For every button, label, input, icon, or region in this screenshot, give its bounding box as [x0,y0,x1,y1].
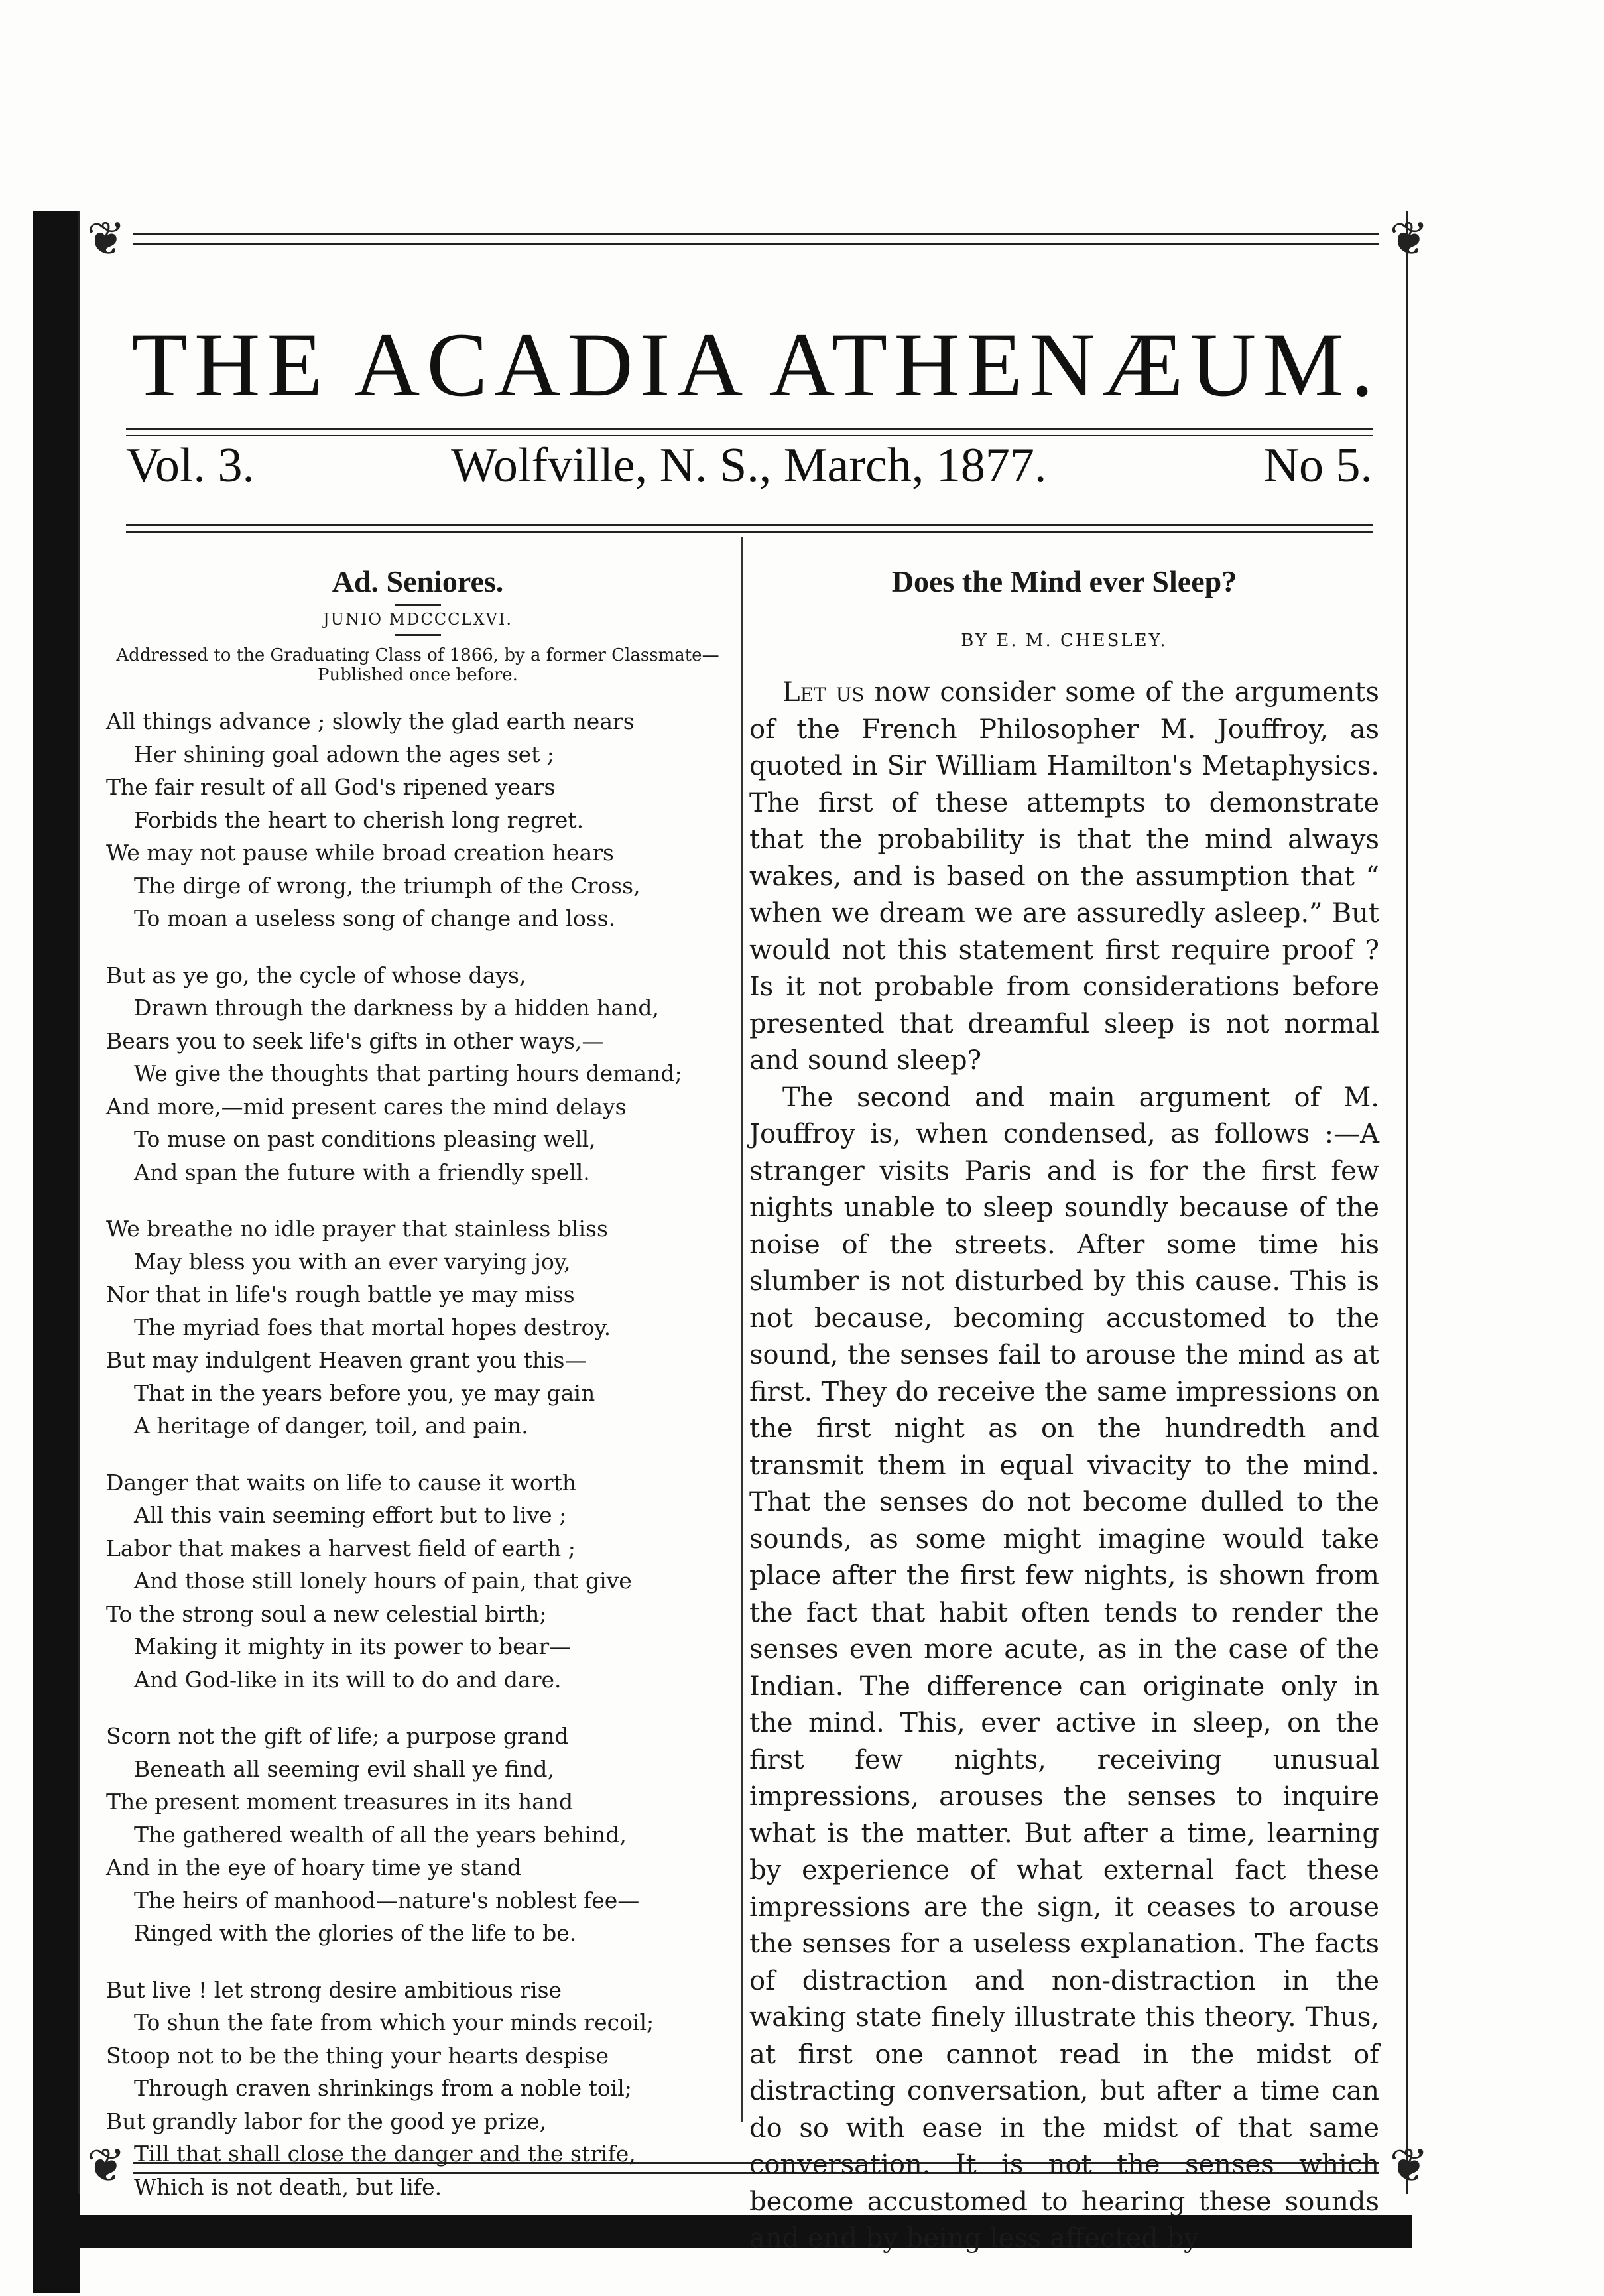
poem-stanza [106,959,729,1189]
paragraph-text: The second and main argument of M. Jouffroy is, when condensed, as follows :—A stranger visits Paris and is for the first few nights unable to sleep soundly because of the noise of the streets. After some time his slumber is not disturbed by this cause. This is not because, becoming accustomed to the sound, the senses fail to arouse the mind as at first. They do receive the same impressions on the first night as on the hundredth and transmit them in equal vivacity to the mind. That the senses do not become dulled to the sounds, as some might imagine would take place after the first few nights, is shown from the fact that habit often tends to render the senses even more acute, as in the case of the Indian. The difference can originate only in the mind. This, ever active in sleep, on the first few nights, receiving unusual impressions, arouses the senses to inquire what is the matter. But after a time, learning by experience of what external fact these impressions are the sign, it ceases to arouse the senses for a useless explanation. The facts of distraction and non-distraction in the waking state finely illustrate this theory. Thus, at first one cannot read in the midst of distracting conversation, but after a time can do so with ease in the midst of that same conversation. It is not the senses which become accustomed to hearing these sounds and end by being less affected by [749,1082,1379,2254]
scroll-ornament-icon: ❦ [1389,212,1429,266]
poem-line: We may not pause while broad creation hears [106,840,614,865]
scroll-ornament-icon: ❦ [86,212,126,266]
poem-line: Till that shall close the danger and the strife, [134,2141,636,2167]
poem-line: We breathe no idle prayer that stainless bliss [106,1216,608,1242]
title-rule [395,604,441,606]
paragraph-lead-words: Let us [782,677,865,708]
poem-line: Beneath all seeming evil shall ye find, [134,1755,554,1782]
poem-line: All things advance ; slowly the glad earth nears [106,708,635,734]
poem-line: That in the years before you, ye may gain [134,1379,595,1406]
poem-line: Forbids the heart to cherish long regret. [134,806,584,833]
article-body [749,674,1379,2258]
poem-line: To shun the fate from which your minds recoil; [134,2009,654,2035]
issue-number-label: No 5. [1263,438,1373,493]
article-paragraph [749,1080,1379,2258]
poem-line: Stoop not to be the thing your hearts despise [106,2042,609,2069]
masthead-rule [126,428,1373,436]
poem-line: But live ! let strong desire ambitious rise [106,1976,562,2003]
poem-line: Which is not death, but life. [134,2173,442,2200]
poem-dedication: JUNIO MDCCCLXVI. [322,610,513,629]
poem-line: To the strong soul a new celestial birth; [106,1600,547,1627]
poem-line: The fair result of all God's ripened years [106,774,556,800]
poem-stanzas [106,705,729,2203]
poem-line: Ringed with the glories of the life to be. [134,1920,577,1946]
article-byline: BY E. M. CHESLEY. [961,631,1168,651]
poem-line: Danger that waits on life to cause it worth [106,1469,577,1496]
poem-line: But grandly labor for the good ye prize, [106,2108,547,2134]
article-column [749,564,1379,2258]
poem-line: Scorn not the gift of life; a purpose grand [106,1723,569,1749]
poem-note: Addressed to the Graduating Class of 1866, by a former Classmate—Published once before. [116,645,719,685]
poem-stanza [106,1974,729,2204]
poem-line: And in the eye of hoary time ye stand [106,1854,522,1880]
poem-line: And God-like in its will to do and dare. [134,1666,562,1692]
article-title: Does the Mind ever Sleep? [891,564,1237,598]
poem-line: To moan a useless song of change and loss. [134,905,616,931]
masthead-title: THE ACADIA ATHENÆUM. [131,314,1381,415]
poem-title: Ad. Seniores. [332,564,504,598]
masthead-rule [126,524,1373,533]
poem-line: And span the future with a friendly spell. [134,1159,590,1185]
poem-line: Making it mighty in its power to bear— [134,1633,572,1659]
paragraph-text: now consider some of the arguments of the French Philosopher M. Jouffroy, as quoted in Sir William Hamilton's Metaphysics. The first of these attempts to demonstrate that the probability is that the mind always wakes, and is based on the assumption that “ when we dream we are assuredly asleep.” But would not this statement first require proof ? Is it not probable from considerations before presented that dreamful sleep is not normal and sound sleep? [749,677,1380,1076]
poem-line: The dirge of wrong, the triumph of the Cross, [134,872,641,899]
scroll-ornament-icon: ❦ [86,2138,126,2193]
frame-top-rule [133,233,1379,245]
poem-line: The myriad foes that mortal hopes destroy. [134,1314,611,1340]
poem-line: To muse on past conditions pleasing well, [134,1126,596,1152]
poem-line: Bears you to seek life's gifts in other ways,— [106,1027,604,1054]
place-date-label: Wolfville, N. S., March, 1877. [451,438,1047,493]
title-rule [395,634,441,636]
poem-line: A heritage of danger, toil, and pain. [134,1413,528,1438]
poem-line: Labor that makes a harvest field of earth ; [106,1535,576,1561]
poem-line: The present moment treasures in its hand [106,1789,574,1815]
poem-line: But as ye go, the cycle of whose days, [106,962,526,988]
poem-line: Through craven shrinkings from a noble toil; [134,2075,632,2101]
binding-edge [33,211,80,2293]
poem-line: And more,—mid present cares the mind delays [106,1093,627,1119]
scroll-ornament-icon: ❦ [1389,2138,1429,2193]
poem-stanza [106,1720,729,1950]
poem-column [106,564,729,2203]
poem-line: The heirs of manhood—nature's noblest fee— [134,1887,640,1913]
issue-line [126,438,1373,504]
poem-line: Her shining goal adown the ages set ; [134,741,554,767]
poem-line: And those still lonely hours of pain, that give [134,1568,632,1594]
poem-stanza [106,1466,729,1696]
column-divider [741,537,743,2122]
poem-line: Nor that in life's rough battle ye may miss [106,1281,575,1307]
poem-line: Drawn through the darkness by a hidden hand, [134,995,659,1021]
poem-line: The gathered wealth of all the years behind, [134,1821,627,1848]
poem-stanza [106,705,729,935]
poem-line: All this vain seeming effort but to live ; [134,1502,567,1528]
poem-stanza [106,1212,729,1442]
poem-line: We give the thoughts that parting hours demand; [134,1060,682,1086]
poem-line: May bless you with an ever varying joy, [134,1248,571,1275]
article-paragraph [749,674,1379,1080]
volume-label: Vol. 3. [126,438,255,493]
poem-line: But may indulgent Heaven grant you this— [106,1347,587,1373]
